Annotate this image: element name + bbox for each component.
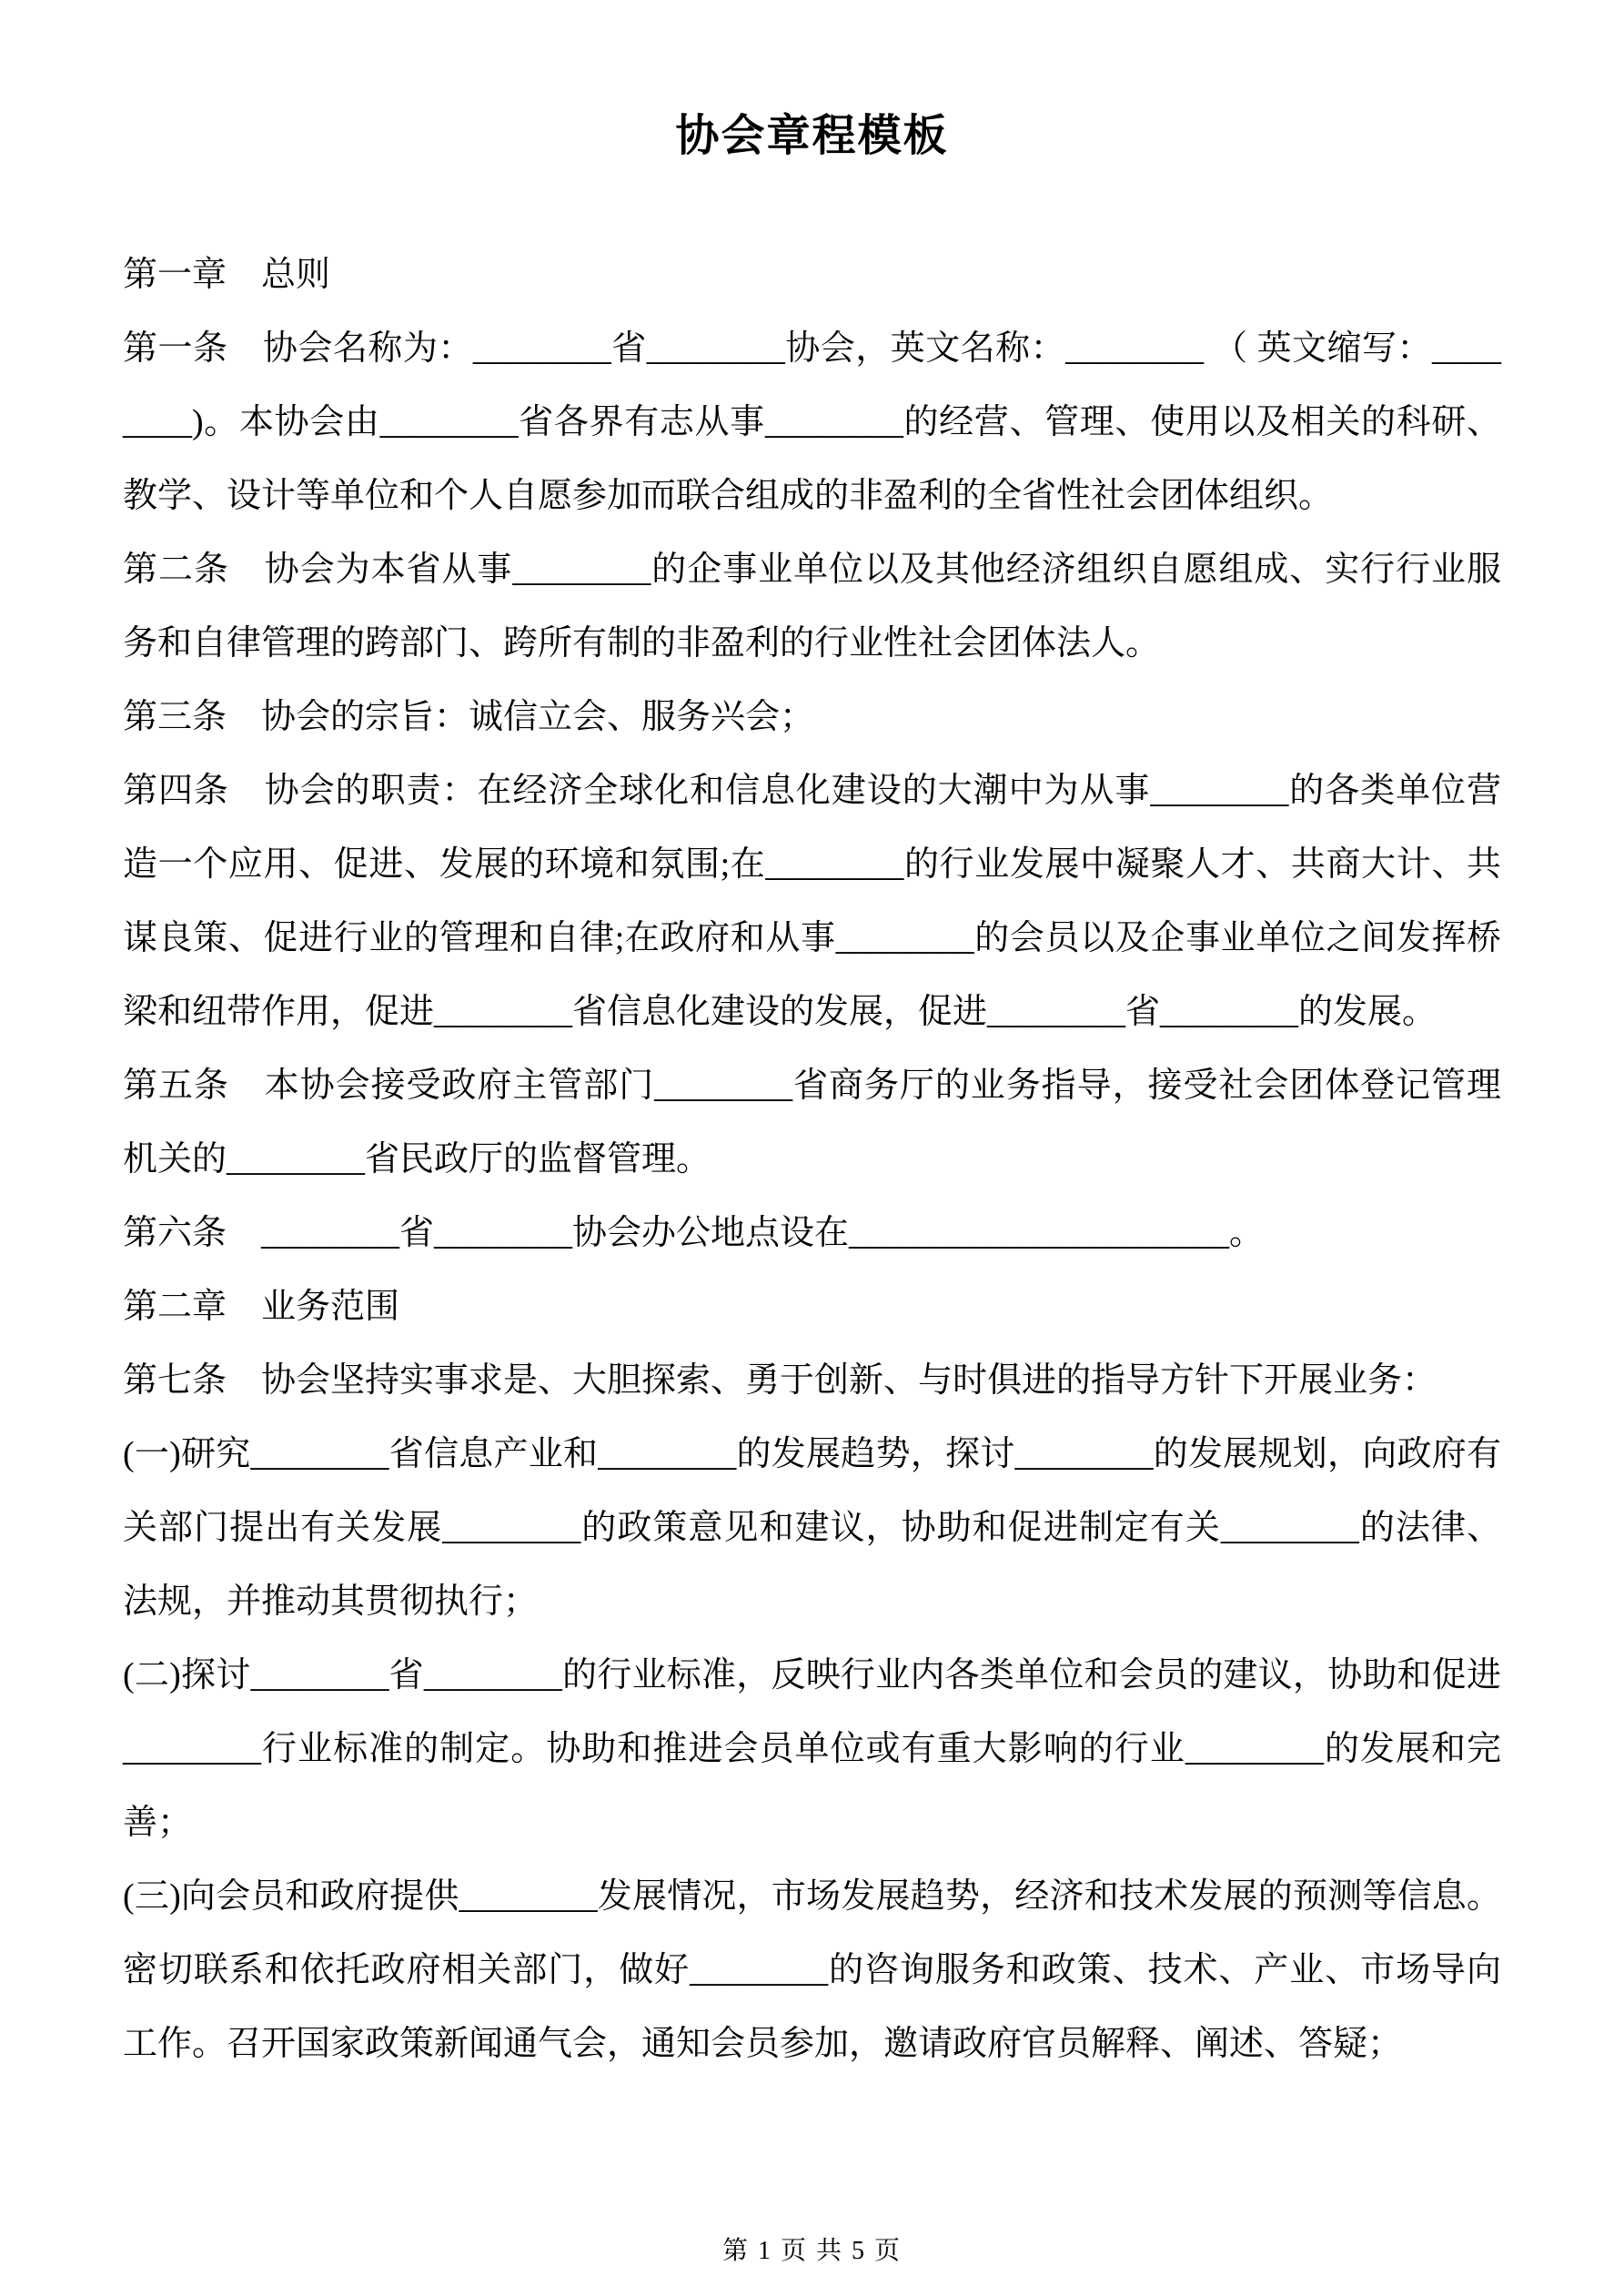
item-2-paragraph: (二)探讨________省________的行业标准，反映行业内各类单位和会员的建议，协助和促进________行业标准的制定。协助和推进会员单位或有重大影响的行业________的发展和完善； bbox=[123, 1656, 1501, 1842]
article-2-paragraph: 第二条 协会为本省从事________的企事业单位以及其他经济组织自愿组成、实行行业服务和自律管理的跨部门、跨所有制的非盈利的行业性社会团体法人。 bbox=[123, 551, 1501, 663]
item-3-paragraph: (三)向会员和政府提供________发展情况，市场发展趋势，经济和技术发展的预测等信息。密切联系和依托政府相关部门，做好________的咨询服务和政策、技术、产业、市场导向工作。召开国家政策新闻通气会，通知会员参加，邀请政府官员解释、阐述、答疑； bbox=[123, 1877, 1501, 2063]
item-1-paragraph: (一)研究________省信息产业和________的发展趋势，探讨________的发展规划，向政府有关部门提出有关发展________的政策意见和建议，协助和促进制定有关________的法律、法规，并推动其贯彻执行； bbox=[123, 1435, 1501, 1621]
chapter-1-heading: 第一章 总则 bbox=[123, 256, 331, 294]
chapter-2-heading: 第二章 业务范围 bbox=[123, 1288, 400, 1326]
article-7-paragraph: 第七条 协会坚持实事求是、大胆探索、勇于创新、与时俱进的指导方针下开展业务： bbox=[123, 1361, 1437, 1400]
document-title: 协会章程模板 bbox=[675, 112, 949, 160]
article-6-paragraph: 第六条 ________省________协会办公地点设在______________________。 bbox=[123, 1214, 1265, 1252]
page-number-footer: 第 1 页 共 5 页 bbox=[721, 2237, 902, 2265]
article-4-paragraph: 第四条 协会的职责：在经济全球化和信息化建设的大潮中为从事________的各类单位营造一个应用、促进、发展的环境和氛围;在________的行业发展中凝聚人才、共商大计、共谋良策、促进行业的管理和自律;在政府和从事________的会员以及企事业单位之间发挥桥梁和纽带作用，促进________省信息化建设的发展，促进________省________的发展。 bbox=[123, 772, 1501, 1031]
article-5-paragraph: 第五条 本协会接受政府主管部门________省商务厅的业务指导，接受社会团体登记管理机关的________省民政厅的监督管理。 bbox=[123, 1067, 1501, 1178]
article-1-paragraph: 第一条 协会名称为：________省________协会，英文名称：________ （ 英文缩写：________)。本协会由________省各界有志从事________的经营、管理、使用以及相关的科研、教学、设计等单位和个人自愿参加而联合组成的非盈利的全省性社会团体组织。 bbox=[123, 329, 1501, 515]
article-3-paragraph: 第三条 协会的宗旨：诚信立会、服务兴会； bbox=[123, 698, 815, 736]
document-body bbox=[123, 238, 1501, 2081]
